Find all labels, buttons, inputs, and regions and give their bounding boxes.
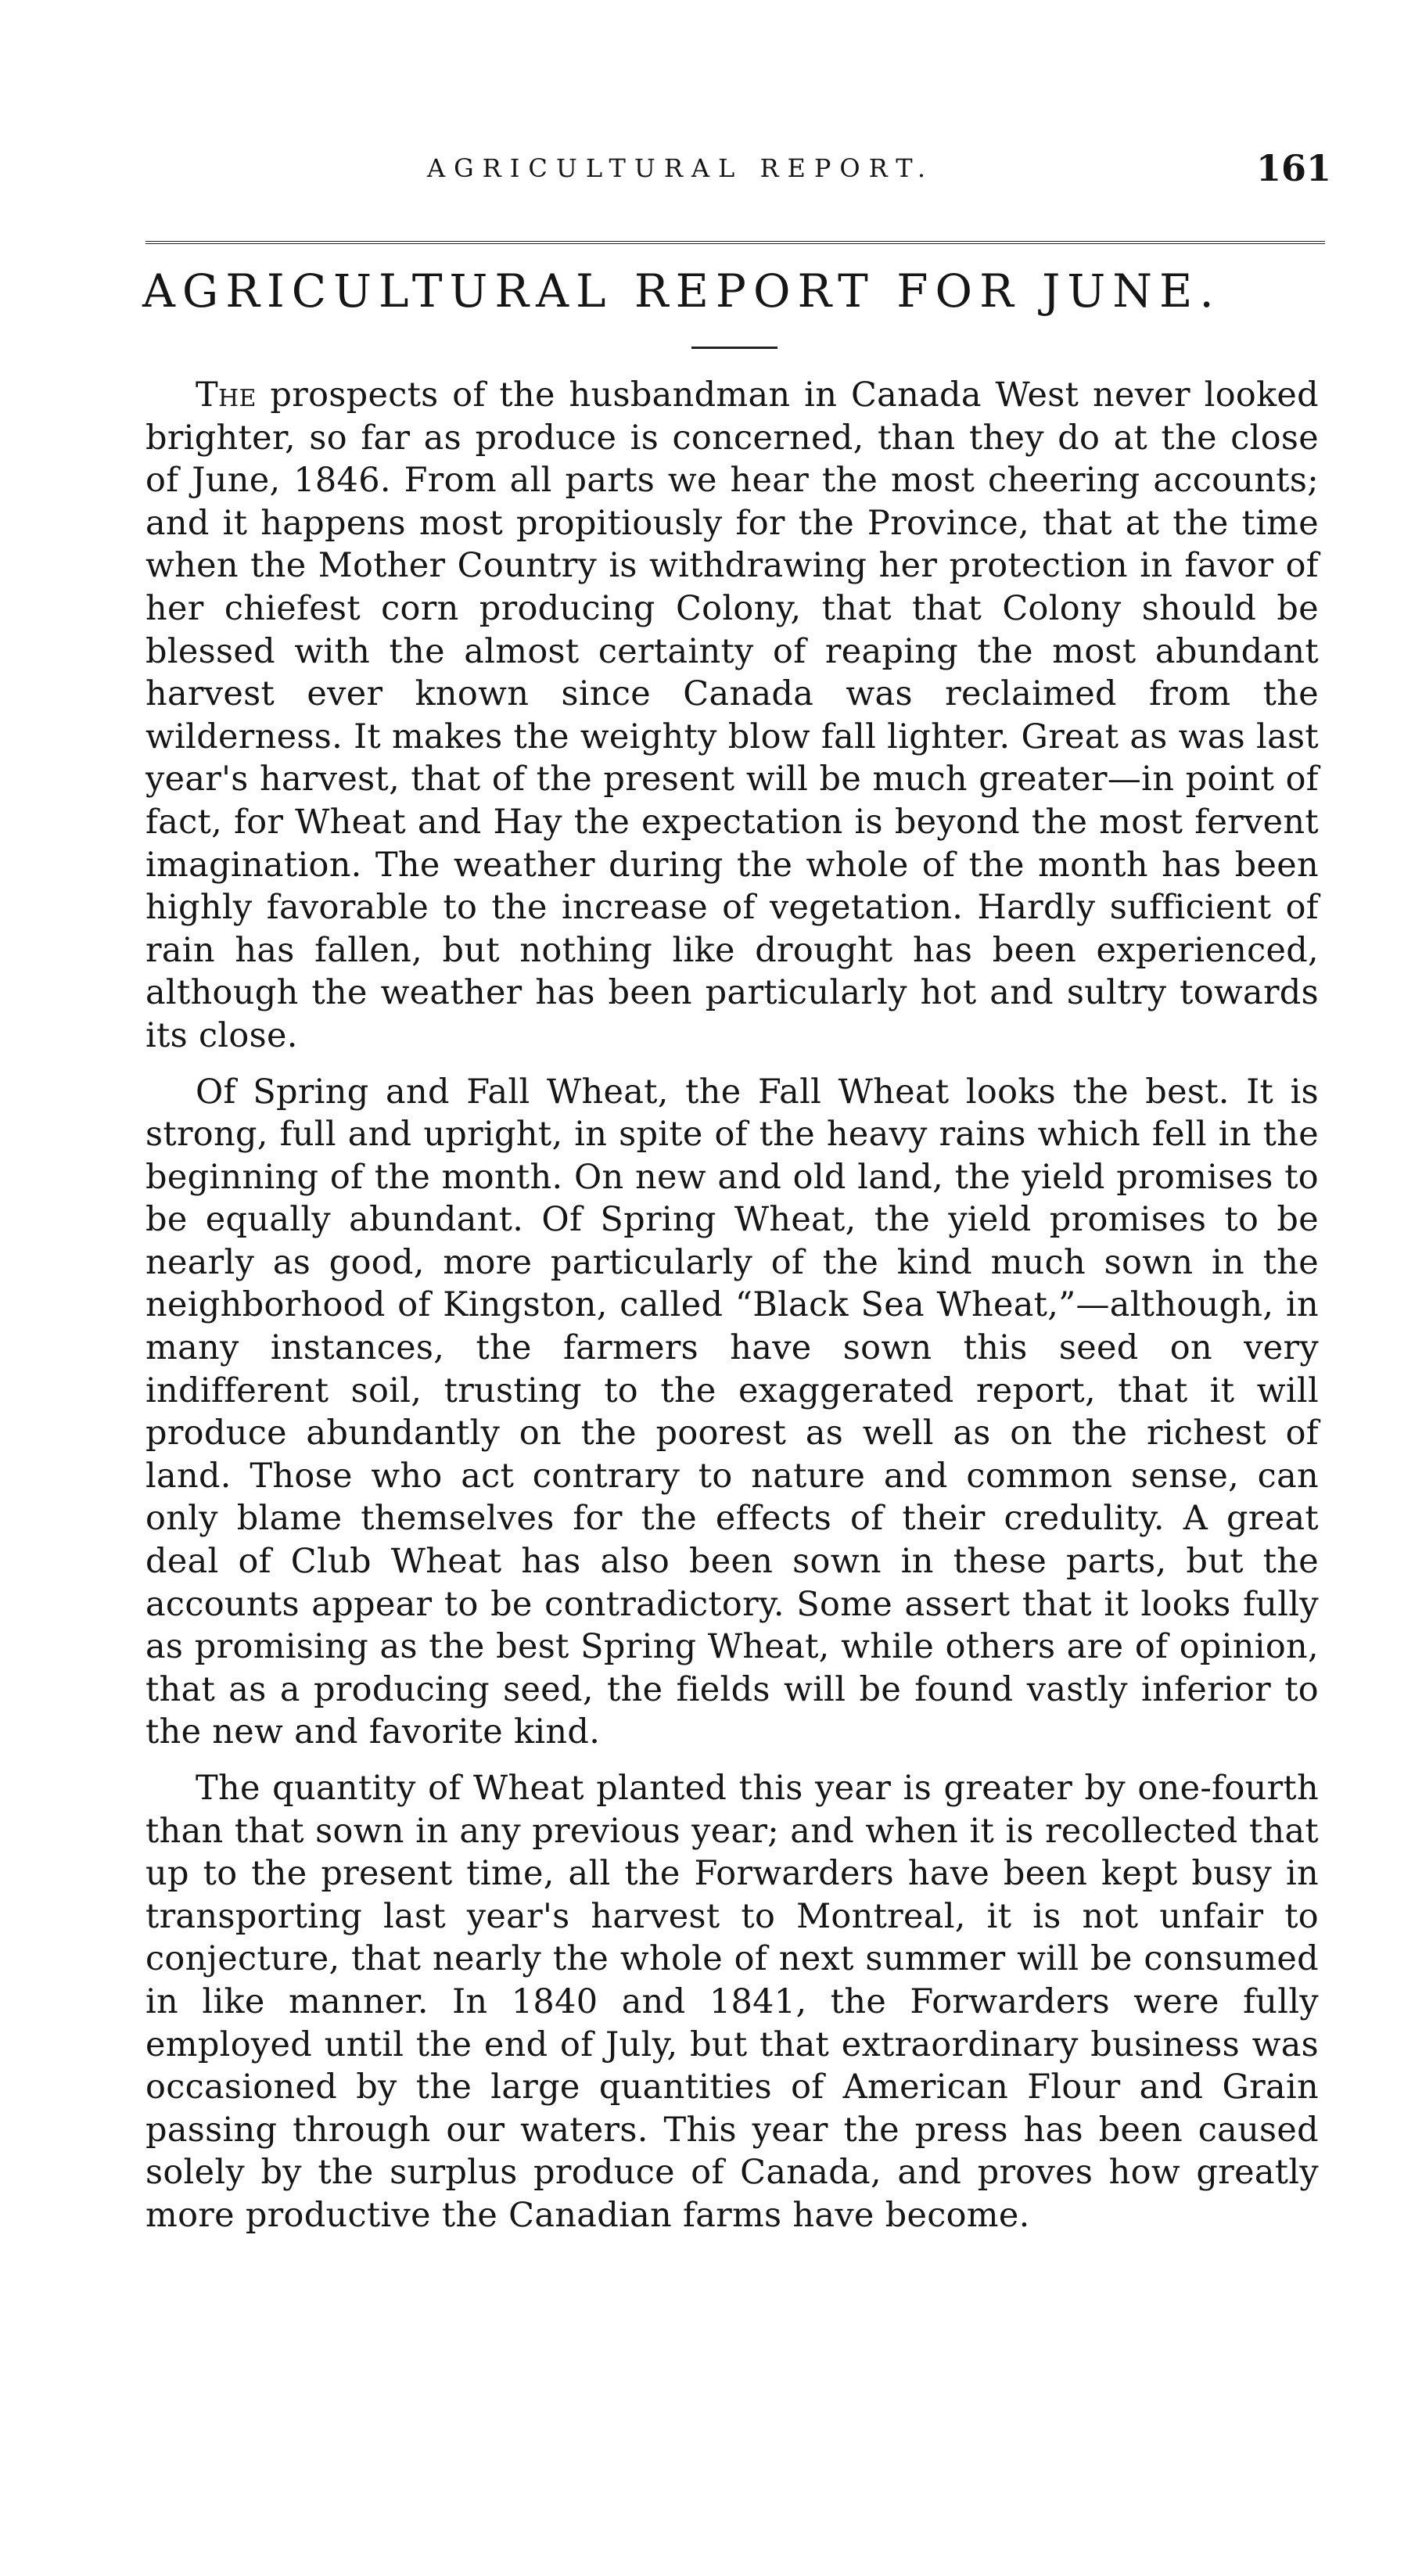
article-body: [145, 374, 1319, 2237]
paragraph-text: prospects of the husbandman in Canada West never looked brighter, so far as produce is concerned, than they do at the close of June, 1846. From all parts we hear the most cheering accounts; and it happens most propitiously for the Province, that at the time when the Mother Country is withdrawing her protection in favor of her chiefest corn producing Colony, that that Colony should be blessed with the almost certainty of reaping the most abundant harvest ever known since Canada was reclaimed from the wilderness. It makes the weighty blow fall lighter. Great as was last year's harvest, that of the present will be much greater—in point of fact, for Wheat and Hay the expectation is beyond the most fervent imagination. The weather during the whole of the month has been highly favorable to the increase of vegetation. Hardly sufficient of rain has fallen, but nothing like drought has been experienced, although the weather has been particularly hot and sultry towards its close.: [145, 375, 1319, 1055]
article-title: AGRICULTURAL REPORT FOR JUNE.: [142, 264, 1221, 318]
running-head: [0, 147, 1422, 202]
page-number: 161: [1256, 147, 1332, 189]
paragraph-text: The quantity of Wheat planted this year is greater by one-fourth than that sown in any previous year; and when it is recollected that up to the present time, all the Forwarders have been kept busy in transporting last year's harvest to Montreal, it is not unfair to conjecture, that nearly the whole of next summer will be consumed in like manner. In 1840 and 1841, the Forwarders were fully employed until the end of July, but that extraordinary business was occasioned by the large quantities of American Flour and Grain passing through our waters. This year the press has been caused solely by the surplus produce of Canada, and proves how greatly more productive the Canadian farms have become.: [145, 1769, 1319, 2235]
paragraph-text: Of Spring and Fall Wheat, the Fall Wheat looks the best. It is strong, full and upright, in spite of the heavy rains which fell in the beginning of the month. On new and old land, the yield promises to be equally abundant. Of Spring Wheat, the yield promises to be nearly as good, more particularly of the kind much sown in the neighborhood of Kingston, called “Black Sea Wheat,”—although, in many instances, the farmers have sown this seed on very indifferent soil, trusting to the exaggerated report, that it will produce abundantly on the poorest as well as on the richest of land. Those who act contrary to nature and common sense, can only blame themselves for the effects of their credulity. A great deal of Club Wheat has also been sown in these parts, but the accounts appear to be contradictory. Some assert that it looks fully as promising as the best Spring Wheat, while others are of opinion, that as a producing seed, the fields will be found vastly inferior to the new and favorite kind.: [145, 1072, 1319, 1752]
running-title: AGRICULTURAL REPORT.: [427, 153, 934, 183]
header-rule: [145, 241, 1325, 244]
lead-word: The: [196, 375, 257, 415]
title-rule: [691, 347, 777, 349]
paragraph-prospects: [145, 374, 1319, 1058]
paragraph-wheat-quantity: [145, 1767, 1319, 2237]
paragraph-spring-fall-wheat: [145, 1071, 1319, 1755]
